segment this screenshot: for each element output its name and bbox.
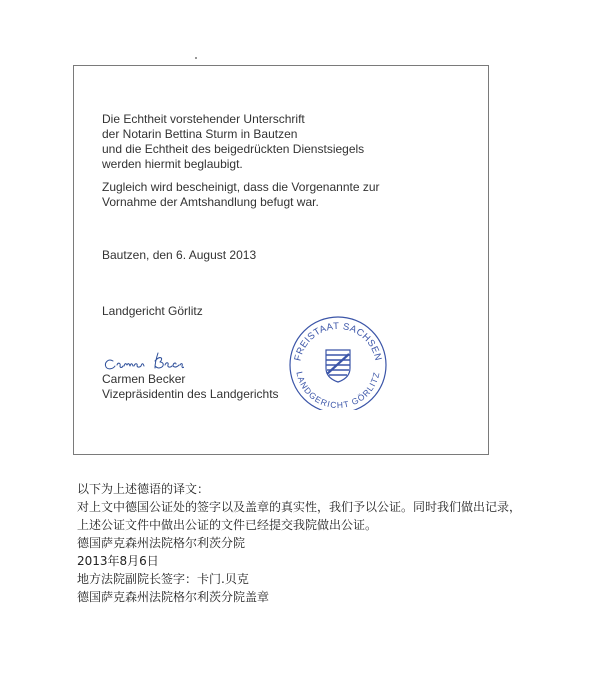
- signer-name: Carmen Becker: [102, 372, 186, 386]
- court-name: Landgericht Görlitz: [102, 304, 203, 318]
- svg-text:FREISTAAT SACHSEN: FREISTAAT SACHSEN: [292, 320, 384, 363]
- svg-text:LANDGERICHT GÖRLITZ: LANDGERICHT GÖRLITZ: [294, 370, 382, 410]
- translation-heading: 以下为上述德语的译文：: [77, 482, 210, 496]
- scan-speck: [195, 57, 197, 59]
- translation-line: 2013年8月6日: [77, 554, 159, 568]
- translation-line: 德国萨克森州法院格尔利茨分院: [77, 536, 246, 550]
- translation-line: 地方法院副院长签字：卡门.贝克: [77, 572, 249, 586]
- handwritten-signature: [102, 345, 184, 375]
- signer-title: Vizepräsidentin des Landgerichts: [102, 387, 279, 401]
- translation-line: 上述公证文件中做出公证的文件已经提交我院做出公证。: [77, 518, 378, 532]
- date-line: Bautzen, den 6. August 2013: [102, 248, 257, 262]
- text-line: werden hiermit beglaubigt.: [102, 157, 243, 171]
- official-seal: [283, 310, 393, 410]
- text-line: und die Echtheit des beigedrückten Dienstsiegels: [102, 142, 365, 156]
- text-line: der Notarin Bettina Sturm in Bautzen: [102, 127, 298, 141]
- certification-paragraph: [102, 112, 364, 172]
- translation-line: 德国萨克森州法院格尔利茨分院盖章: [77, 590, 270, 604]
- text-line: Vornahme der Amtshandlung befugt war.: [102, 195, 319, 209]
- text-line: Zugleich wird bescheinigt, dass die Vorgenannte zur: [102, 180, 380, 194]
- signer-block: [102, 372, 279, 402]
- text-line: Die Echtheit vorstehender Unterschrift: [102, 112, 305, 126]
- coat-of-arms: [326, 350, 350, 382]
- translation-line: 对上文中德国公证处的签字以及盖章的真实性，我们予以公证。同时我们做出记录，: [77, 500, 522, 514]
- authority-paragraph: [102, 180, 380, 210]
